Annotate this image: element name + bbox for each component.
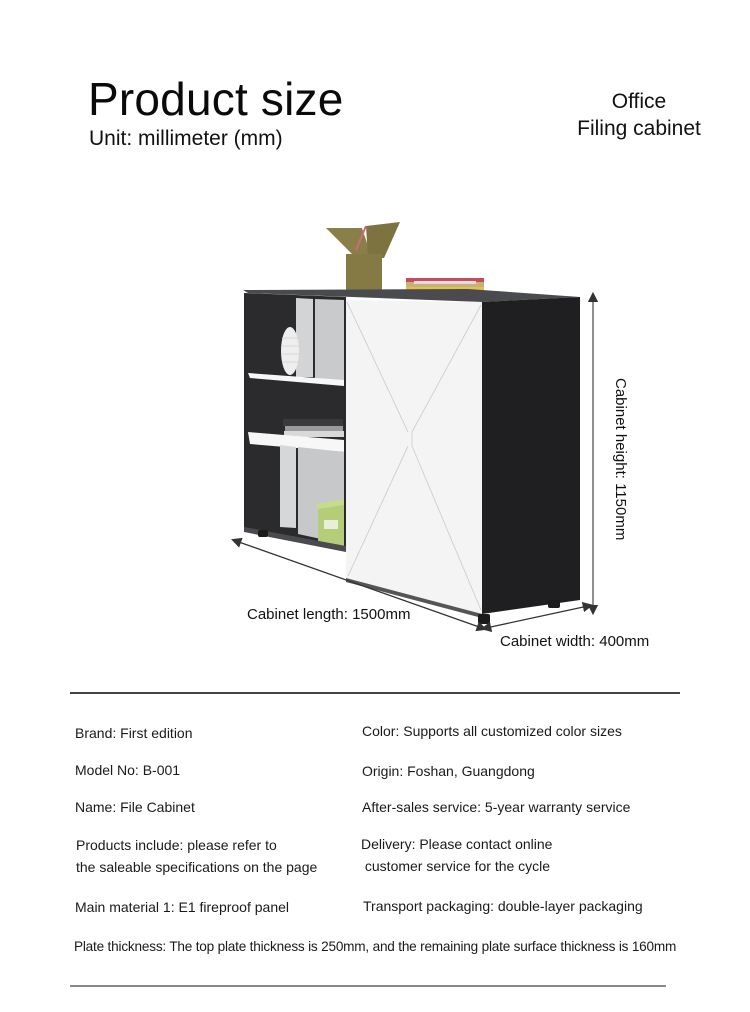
spec-delivery-line2: customer service for the cycle bbox=[361, 858, 551, 874]
spec-name: Name: File Cabinet bbox=[75, 799, 195, 815]
spec-main-material: Main material 1: E1 fireproof panel bbox=[75, 899, 289, 915]
category-line-2: Filing cabinet bbox=[577, 117, 701, 140]
product-category bbox=[560, 88, 718, 142]
storage-box bbox=[316, 499, 344, 546]
cabinet-side-panel bbox=[482, 297, 580, 614]
category-line-1: Office bbox=[611, 90, 667, 113]
spec-products-include bbox=[76, 834, 317, 878]
cabinet-illustration bbox=[0, 200, 750, 670]
page-title: Product size bbox=[88, 73, 344, 125]
cabinet-height-label: Cabinet height: 1150mm bbox=[612, 378, 629, 541]
section-divider-top bbox=[70, 692, 680, 694]
foot bbox=[258, 530, 268, 537]
book-stand-decor bbox=[326, 222, 400, 296]
cabinet-door bbox=[346, 300, 482, 614]
spec-plate-thickness: Plate thickness: The top plate thickness is 250mm, and the remaining plate surface thickness is 160mm bbox=[74, 939, 677, 954]
spec-delivery-line1: Delivery: Please contact online bbox=[361, 836, 553, 852]
spec-color: Color: Supports all customized color sizes bbox=[362, 723, 622, 739]
spec-model: Model No: B-001 bbox=[75, 762, 181, 778]
cabinet-width-label: Cabinet width: 400mm bbox=[500, 633, 650, 650]
foot bbox=[478, 614, 490, 624]
spec-origin: Origin: Foshan, Guangdong bbox=[362, 763, 535, 779]
section-divider-bottom bbox=[70, 985, 666, 987]
unit-subtitle: Unit: millimeter (mm) bbox=[89, 127, 283, 150]
spec-brand: Brand: First edition bbox=[75, 725, 193, 741]
cabinet-length-label: Cabinet length: 1500mm bbox=[247, 606, 411, 623]
spec-after-sales: After-sales service: 5-year warranty service bbox=[362, 799, 631, 815]
spec-products-include-line1: Products include: please refer to bbox=[76, 837, 277, 853]
spec-delivery bbox=[361, 833, 552, 877]
spec-products-include-line2: the saleable specifications on the page bbox=[76, 859, 318, 875]
spec-transport-packaging: Transport packaging: double-layer packaging bbox=[363, 898, 643, 914]
foot bbox=[548, 600, 560, 608]
